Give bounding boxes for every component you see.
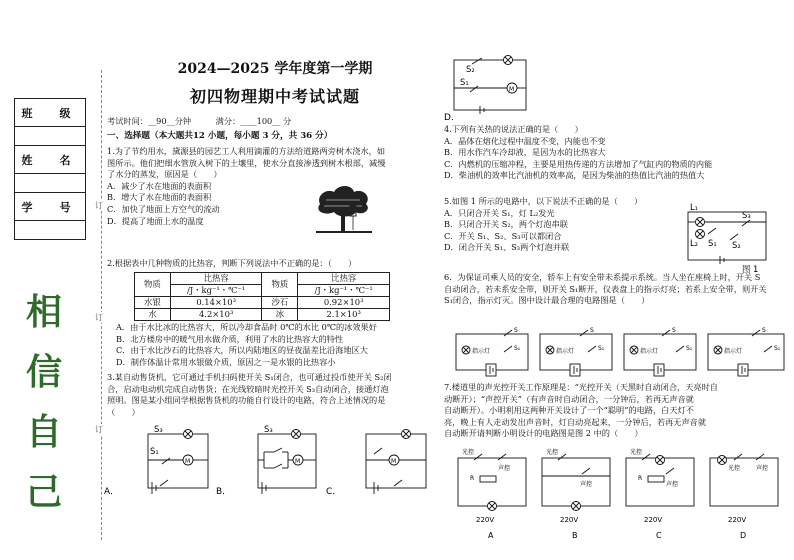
figure-1-circuit <box>680 200 780 274</box>
q6-line: 自动闭合，若未系安全带，则开关 S₁断开，仪表盘上的指示灯亮；若系上安全带，则开关 <box>444 283 767 294</box>
q1-option-d[interactable]: D．提高了地面上水的温度 <box>107 215 204 226</box>
motto-char-2: 信 <box>26 351 63 393</box>
q2-option-d[interactable]: D．制作体温计常用水银做介质，原因之一是水银的比热容小 <box>116 356 336 367</box>
voltage-label: 220V <box>644 516 663 524</box>
q7-choice-b[interactable]: B <box>572 531 578 540</box>
light-control-label: 光控 <box>462 449 475 456</box>
table-cell: 0.14×10³ <box>170 297 262 309</box>
q2-option-a[interactable]: A．由于水比冰的比热容大，所以冷却食品时 0℃的水比 0℃的冰效果好 <box>116 322 377 332</box>
motto-char-1: 相 <box>26 291 63 333</box>
q7-circuit-figures <box>452 446 788 556</box>
indicator-lamp-label: 指示灯 <box>472 348 491 355</box>
fig1-s1-label: S₁ <box>708 238 717 248</box>
switch-s1-label: S₁ <box>774 345 781 352</box>
q7-line: 7.楼道里的声光控开关工作原理是：“光控开关（天黑时自动闭合，天亮时自 <box>444 382 718 392</box>
class-field[interactable] <box>15 127 86 146</box>
q3-line: 3.某自动售货机，它可通过手机扫码使开关 S₁闭合，也可通过投币使开关 S₂闭 <box>107 372 392 382</box>
voltage-label: 220V <box>560 516 579 524</box>
sound-control-label: 声控 <box>580 481 593 488</box>
switch-s-label: S <box>762 327 766 334</box>
table-cell: 水 <box>135 309 171 321</box>
switch-s1-label: S₁ <box>598 345 605 352</box>
fig1-s3-label: S₃ <box>742 210 751 220</box>
question-3 <box>107 372 427 418</box>
q1-option-c[interactable]: C．加快了地面上方空气的流动 <box>107 203 220 214</box>
sound-control-label: 声控 <box>756 465 769 472</box>
light-control-label: 光控 <box>546 449 559 456</box>
q4-option-a[interactable]: A．晶体在熔化过程中温度不变，内能也不变 <box>444 135 606 146</box>
binding-mark: 订 <box>95 201 103 210</box>
fig1-l1-label: L₁ <box>690 202 699 212</box>
q7-line: 自动断开）。小明利用这两种开关设计了一个“聪明”的电路，白天灯不 <box>444 405 694 416</box>
q5-option-b[interactable]: B．只闭合开关 S₂，两个灯泡串联 <box>444 219 568 230</box>
q5-option-a[interactable]: A．只闭合开关 S₁，灯 L₂发光 <box>444 207 555 218</box>
exam-info: 考试时间：__90__分钟 满分：____100__ 分 <box>107 116 292 126</box>
class-field-label: 班 级 <box>15 99 86 127</box>
resistor-label: R <box>470 475 475 482</box>
name-field[interactable] <box>15 174 86 193</box>
id-field-label: 学 号 <box>15 193 86 221</box>
table-header-cell: 比热容 <box>298 273 390 285</box>
q7-choice-c[interactable]: C <box>656 531 662 540</box>
q1-option-a[interactable]: A．减少了水在地面的表面积 <box>107 180 212 191</box>
switch-s1-label: S₁ <box>514 345 521 352</box>
motto-char-4: 己 <box>26 471 63 513</box>
motor-label: M <box>295 458 301 465</box>
q5-option-d[interactable]: D．闭合开关 S₁、S₃两个灯泡并联 <box>444 242 570 253</box>
fig1-s2-label: S₂ <box>732 240 741 250</box>
drip-irrigation-tree-image <box>312 184 374 240</box>
q4-option-c[interactable]: C．内燃机的压缩冲程，主要是用热传递的方法增加了气缸内的物质的内能 <box>444 158 713 169</box>
table-cell: 冰 <box>262 309 298 321</box>
q3-circuit-figures <box>104 424 430 500</box>
question-4 <box>444 124 784 182</box>
table-unit-cell: /J・kg⁻¹・℃⁻¹ <box>298 285 390 297</box>
q3-line: 照明。图是某小组同学根据售货机的功能自行设计的电路，符合上述情况的是 <box>107 395 386 406</box>
table-cell: 0.92×10³ <box>298 297 390 309</box>
q6-line: 6．为保证司乘人员的安全，轿车上有安全带未系提示系统。当人坐在座椅上时，开关 S <box>444 272 761 282</box>
q7-line: 动断开）；“声控开关”（有声音时自动闭合，一分钟后，若再无声音就 <box>444 393 694 404</box>
name-field-label: 姓 名 <box>15 146 86 174</box>
indicator-lamp-label: 指示灯 <box>640 348 659 355</box>
q7-line: 亮，晚上有人走动发出声音时，灯自动亮起来，一分钟后，若再无声音就 <box>444 416 707 427</box>
q3a-s3-label: S₃ <box>154 424 163 434</box>
table-header-cell: 比热容 <box>170 273 262 285</box>
q3b-s3-label: S₃ <box>264 424 273 434</box>
question-1 <box>107 146 427 227</box>
q1-line: 1.为了节约用水，黛源县的园艺工人利用滴灌的方法给道路两旁树木浇水，如 <box>107 146 386 156</box>
motor-label: M <box>391 458 397 465</box>
indicator-lamp-label: 指示灯 <box>724 348 743 355</box>
q3d-s2-label: S₂ <box>466 64 475 74</box>
q2-stem: 2.根据表中几种物质的比热容，判断下列说法中不正确的是：（ ） <box>107 258 357 268</box>
switch-s-label: S <box>514 327 518 334</box>
q3-line: 合，启动电动机完成自动售货；在光线较暗时光控开关 S₃自动闭合，接通灯泡 <box>107 383 389 394</box>
q7-choice-a[interactable]: A <box>488 531 494 540</box>
q6-line: S₁闭合，指示灯灭。图中设计最合理的电路图是（ ） <box>444 295 650 306</box>
q3-choice-b[interactable]: B． <box>216 487 232 497</box>
motor-label: M <box>185 458 191 465</box>
q1-line: 了水分的蒸发，原因是（ ） <box>107 169 222 180</box>
q1-line: 图所示。他们把细水管放入树下的土壤里，使水分直接渗透到树木根部，减慢 <box>107 157 386 168</box>
voltage-label: 220V <box>476 516 495 524</box>
indicator-lamp-label: 指示灯 <box>556 348 575 355</box>
sound-control-label: 声控 <box>498 465 511 472</box>
binding-line <box>101 70 102 540</box>
table-header-cell: 物质 <box>262 273 298 297</box>
q6-circuit-figures <box>452 322 788 380</box>
fig1-l2-label: L₂ <box>690 238 699 248</box>
binding-mark: 订 <box>95 425 103 434</box>
q5-option-c[interactable]: C．开关 S₁、S₂、S₃可以都闭合 <box>444 230 562 241</box>
q3-choice-d[interactable]: D. <box>444 113 454 122</box>
table-header-cell: 物质 <box>135 273 171 297</box>
q4-stem: 4.下列有关热的说法正确的是（ ） <box>444 124 583 134</box>
light-control-label: 光控 <box>728 465 741 472</box>
student-info-table <box>14 98 86 240</box>
q5-stem: 5.如图 1 所示的电路中，以下说法不正确的是（ ） <box>444 196 643 206</box>
q2-options <box>116 322 426 368</box>
table-cell: 4.2×10³ <box>170 309 262 321</box>
q3-choice-c[interactable]: C． <box>326 487 342 497</box>
switch-s1-label: S₁ <box>686 345 693 352</box>
q3a-s1-label: S₁ <box>150 446 159 456</box>
q4-option-d[interactable]: D．柴油机的效率比汽油机的效率高，是因为柴油的热值比汽油的热值大 <box>444 170 705 181</box>
question-7 <box>444 382 786 440</box>
table-cell: 2.1×10³ <box>298 309 390 321</box>
sound-control-label: 声控 <box>666 481 679 488</box>
table-unit-cell: /J・kg⁻¹・℃⁻¹ <box>170 285 262 297</box>
q3-line: （ ） <box>107 406 140 417</box>
resistor-label: R <box>638 475 643 482</box>
q4-option-b[interactable]: B．用水作汽车冷却液，是因为水的比热容大 <box>444 147 606 158</box>
table-cell: 沙石 <box>262 297 298 309</box>
q3-choice-a[interactable]: A． <box>104 487 120 497</box>
q3-circuit-d <box>440 50 540 122</box>
switch-s-label: S <box>672 327 676 334</box>
q3-circuit-a <box>148 430 208 495</box>
figure-1-label: 图 1 <box>742 264 759 274</box>
binding-mark: 订 <box>95 313 103 322</box>
q2-option-c[interactable]: C．由于水比沙石的比热容大，所以内陆地区的昼夜温差比沿海地区大 <box>116 345 368 356</box>
motto-char-3: 自 <box>26 411 63 453</box>
question-6 <box>444 272 788 307</box>
voltage-label: 220V <box>728 516 747 524</box>
q7-line: 自动断开请判断小明设计的电路图是图 2 中的（ ） <box>444 428 643 439</box>
question-5 <box>444 196 684 254</box>
light-control-label: 光控 <box>630 449 643 456</box>
table-cell: 水银 <box>135 297 171 309</box>
q1-option-b[interactable]: B．增大了水在地面的表面积 <box>107 192 212 203</box>
specific-heat-table <box>134 272 390 321</box>
exam-title: 2024—2025 学年度第一学期 <box>177 61 373 77</box>
exam-subtitle: 初四物理期中考试试题 <box>189 87 360 106</box>
switch-s-label: S <box>590 327 594 334</box>
q3-circuit-b <box>258 430 316 495</box>
q7-choice-d[interactable]: D <box>740 531 747 540</box>
q3d-s1-label: S₁ <box>460 77 469 87</box>
motor-label: M <box>509 86 515 93</box>
q2-option-b[interactable]: B．北方楼房中的暖气用水做介质，利用了水的比热容大的特性 <box>116 333 344 344</box>
id-field[interactable] <box>15 221 86 240</box>
section-heading: 一、选择题（本大题共12 小题，每小题 3 分，共 36 分） <box>107 131 333 141</box>
